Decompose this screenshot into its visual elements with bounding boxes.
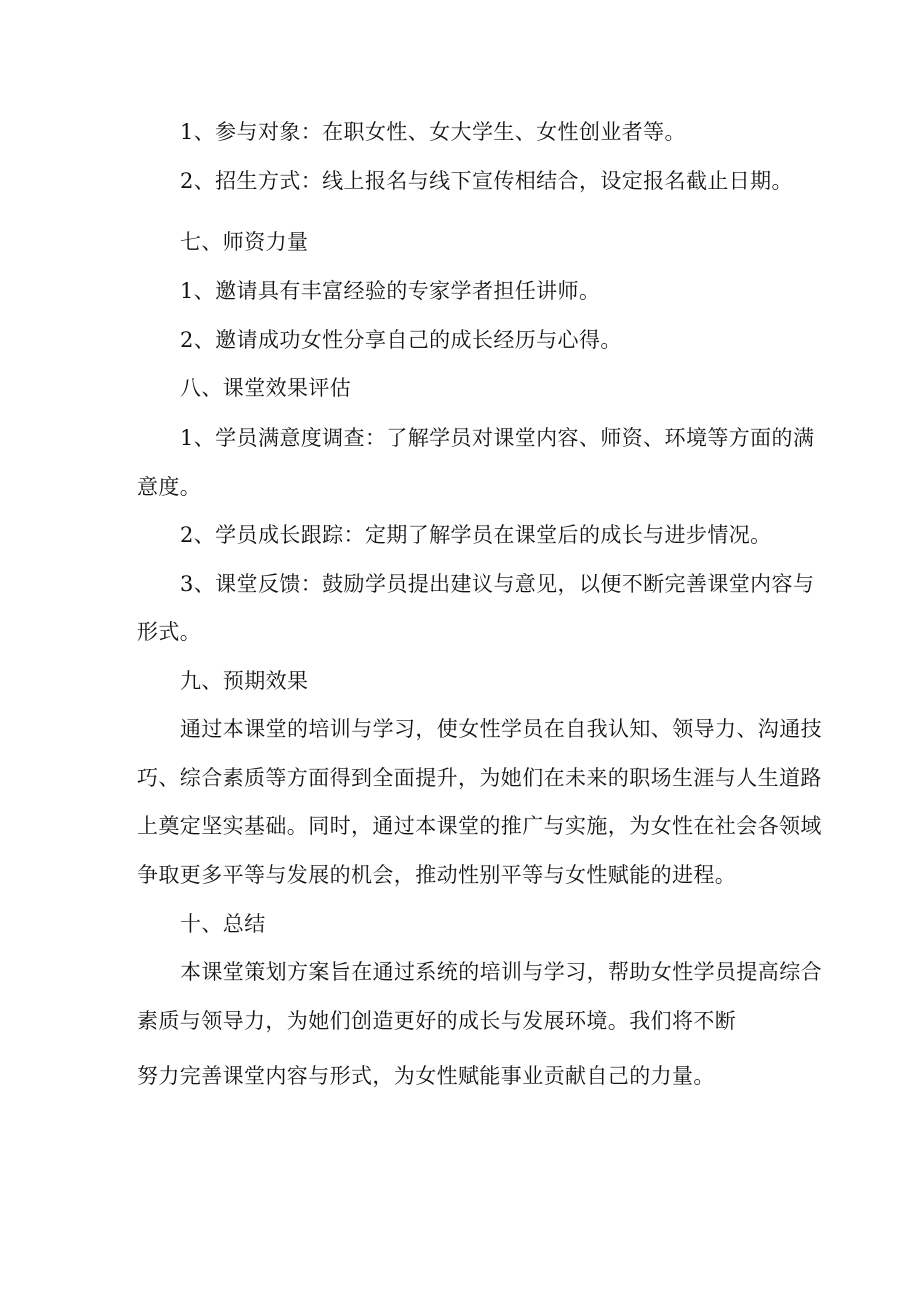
summary-paragraph-line-2: 素质与领导力，为她们创造更好的成长与发展环境。我们将不断 [137, 1009, 737, 1033]
section-heading-expected: 九、预期效果 [180, 669, 309, 693]
expected-paragraph-line-1: 通过本课堂的培训与学习，使女性学员在自我认知、领导力、沟通技 [180, 717, 822, 741]
participants-item: 1、参与对象：在职女性、女大学生、女性创业者等。 [180, 120, 686, 144]
expected-paragraph-line-3: 上奠定坚实基础。同时，通过本课堂的推广与实施，为女性在社会各领域 [137, 814, 822, 838]
expected-paragraph-line-2: 巧、综合素质等方面得到全面提升，为她们在未来的职场生涯与人生道路 [137, 766, 822, 790]
section-heading-summary: 十、总结 [180, 912, 266, 936]
summary-paragraph-line-3: 努力完善课堂内容与形式，为女性赋能事业贡献自己的力量。 [137, 1064, 715, 1088]
evaluation-item-2: 2、学员成长跟踪：定期了解学员在课堂后的成长与进步情况。 [180, 523, 772, 547]
expected-paragraph-line-4: 争取更多平等与发展的机会，推动性别平等与女性赋能的进程。 [137, 863, 737, 887]
summary-paragraph-line-1: 本课堂策划方案旨在通过系统的培训与学习，帮助女性学员提高综合 [180, 960, 822, 984]
evaluation-item-3-cont: 形式。 [137, 620, 202, 644]
evaluation-item-1-cont: 意度。 [137, 475, 202, 499]
section-heading-faculty: 七、师资力量 [180, 230, 309, 254]
faculty-item-2: 2、邀请成功女性分享自己的成长经历与心得。 [180, 328, 622, 352]
evaluation-item-1: 1、学员满意度调查：了解学员对课堂内容、师资、环境等方面的满 [180, 426, 815, 450]
enrollment-item: 2、招生方式：线上报名与线下宣传相结合，设定报名截止日期。 [180, 169, 793, 193]
faculty-item-1: 1、邀请具有丰富经验的专家学者担任讲师。 [180, 279, 601, 303]
evaluation-item-3: 3、课堂反馈：鼓励学员提出建议与意见，以便不断完善课堂内容与 [180, 572, 815, 596]
section-heading-evaluation: 八、课堂效果评估 [180, 376, 352, 400]
